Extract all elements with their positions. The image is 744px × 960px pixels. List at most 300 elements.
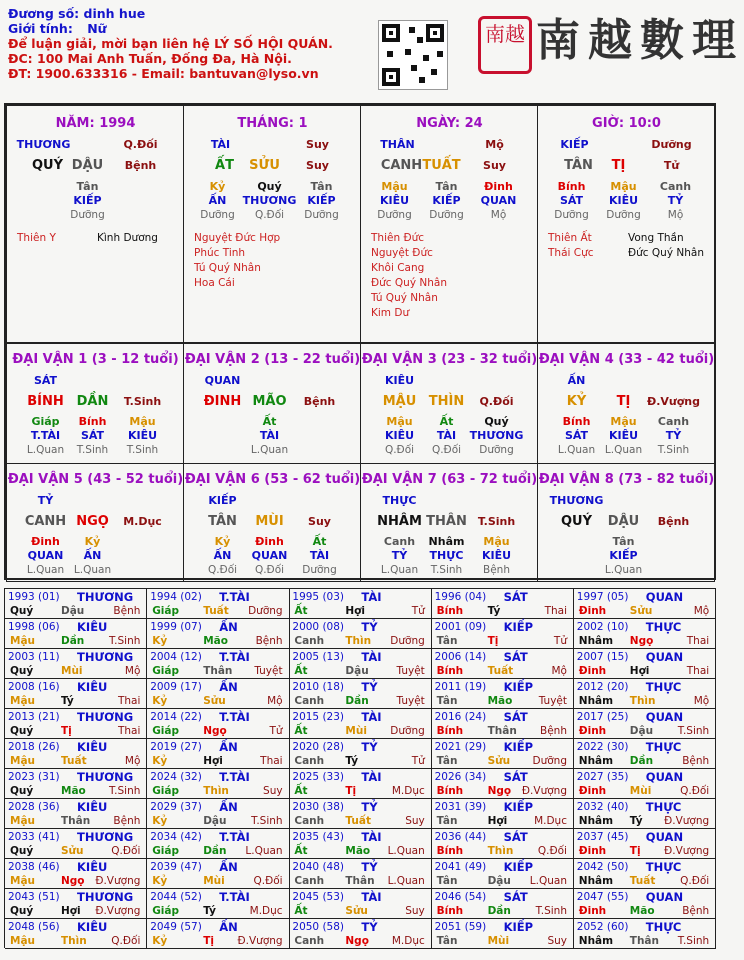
- year-branch: Mùi: [345, 725, 367, 737]
- year-branch: Tuất: [487, 665, 514, 677]
- hidden-stem: Kỷ: [84, 535, 101, 548]
- year-cell: [574, 799, 716, 829]
- hidden-god: ẤN: [83, 549, 102, 562]
- year-branch: Tuất: [203, 605, 229, 617]
- year-god: TÀI: [361, 890, 382, 904]
- year-god: KIÊU: [77, 920, 108, 934]
- hidden-stem: Ất: [439, 415, 454, 428]
- year-branch: Thìn: [61, 935, 87, 947]
- year-cell: [5, 709, 147, 739]
- star-label: Hoa Cái: [194, 277, 235, 289]
- year-god: TÀI: [361, 650, 382, 664]
- year-state: Suy: [263, 785, 283, 797]
- year-stem: Kỷ: [152, 695, 168, 707]
- year-label: 2052 (60): [576, 921, 629, 933]
- year-branch: Thân: [345, 875, 375, 887]
- year-cell: [432, 799, 574, 829]
- hidden-state: L.Quan: [26, 444, 65, 456]
- year-state: Tuyệt: [538, 695, 567, 707]
- year-label: 2044 (52): [150, 891, 202, 903]
- hidden-stem: Tân: [612, 535, 635, 548]
- year-stem: Đinh: [578, 845, 607, 857]
- year-god: SÁT: [503, 890, 528, 904]
- pillar-god: KIẾP: [560, 138, 589, 151]
- year-god: T.TÀI: [219, 650, 250, 664]
- star-label: Kình Dương: [97, 232, 158, 244]
- year-god: THƯƠNG: [77, 710, 134, 724]
- daivan-branch: TỊ: [616, 394, 631, 409]
- year-branch: Hợi: [61, 905, 81, 917]
- daivan-god: THỰC: [382, 494, 417, 507]
- year-stem: Nhâm: [578, 935, 614, 947]
- daivan-title: ĐẠI VẬN 4 (33 - 42 tuổi): [538, 352, 715, 367]
- daivan-stem: KỶ: [566, 394, 587, 409]
- brand-title: 南越數理: [536, 15, 744, 66]
- year-label: 2042 (50): [576, 861, 629, 873]
- year-god: KIÊU: [77, 680, 108, 694]
- year-branch: Dậu: [487, 875, 511, 887]
- year-label: 2011 (19): [434, 681, 487, 693]
- year-branch: Mùi: [61, 665, 83, 677]
- year-branch: Dần: [345, 695, 369, 707]
- star-label: Tú Quý Nhân: [194, 262, 261, 274]
- year-cell: [432, 589, 574, 619]
- year-stem: Bính: [436, 665, 464, 677]
- hidden-god: QUAN: [251, 549, 288, 562]
- year-stem: Nhâm: [578, 755, 614, 767]
- year-state: Dưỡng: [248, 605, 283, 617]
- hidden-state: L.Quan: [380, 564, 419, 576]
- tuvi-grid: [4, 103, 716, 580]
- year-state: Mộ: [693, 695, 710, 707]
- year-label: 2005 (13): [292, 651, 345, 663]
- year-god: KIẾP: [503, 620, 534, 634]
- year-state: L.Quan: [387, 845, 425, 857]
- year-cell: [432, 619, 574, 649]
- hidden-god: ẤN: [213, 549, 232, 562]
- year-cell: [574, 709, 716, 739]
- year-label: 2003 (11): [8, 651, 60, 663]
- year-cell: [5, 769, 147, 799]
- daivan-cell: [537, 463, 715, 582]
- year-state: Q.Đối: [253, 875, 283, 887]
- hidden-god: TỶ: [391, 549, 408, 562]
- year-state: Đ.Vượng: [521, 785, 567, 797]
- daivan-stem: BÍNH: [27, 394, 64, 409]
- year-cell: [147, 619, 289, 649]
- year-stem: Ất: [294, 725, 308, 737]
- hidden-stem: Mậu: [610, 415, 637, 428]
- year-god: KIẾP: [503, 800, 534, 814]
- year-state: Đ.Vượng: [95, 875, 141, 887]
- year-branch: Tý: [61, 695, 74, 707]
- year-god: T.TÀI: [219, 710, 250, 724]
- year-cell: [5, 889, 147, 919]
- year-branch: Tý: [345, 755, 359, 767]
- year-cell: [574, 829, 716, 859]
- star-label: Thiên Ất: [548, 232, 592, 244]
- year-branch: Tuất: [61, 755, 87, 767]
- hidden-stem: Mậu: [483, 535, 510, 548]
- year-cell: [289, 769, 431, 799]
- year-stem: Tân: [436, 695, 458, 707]
- year-label: 2004 (12): [150, 651, 202, 663]
- hidden-state: Dưỡng: [429, 209, 464, 221]
- year-state: Q.Đối: [111, 845, 141, 857]
- year-cell: [5, 739, 147, 769]
- year-god: TÀI: [361, 770, 382, 784]
- pillar-branch: SỬU: [249, 158, 280, 173]
- hidden-stem: Bính: [78, 415, 107, 428]
- year-god: QUAN: [645, 770, 684, 784]
- year-cell: [147, 709, 289, 739]
- year-label: 2010 (18): [292, 681, 345, 693]
- year-cell: [432, 769, 574, 799]
- year-label: 2033 (41): [8, 831, 60, 843]
- year-stem: Ất: [294, 785, 308, 797]
- year-god: TÀI: [361, 710, 382, 724]
- year-branch: Tý: [487, 605, 501, 617]
- hidden-stem: Nhâm: [428, 535, 465, 548]
- year-cell: [147, 799, 289, 829]
- year-stem: Quý: [10, 665, 34, 677]
- year-branch: Dậu: [61, 605, 85, 617]
- year-cell: [5, 919, 147, 949]
- hidden-god: T.TÀI: [30, 429, 61, 442]
- year-label: 2038 (46): [8, 861, 60, 873]
- year-stem: Ất: [294, 665, 308, 677]
- year-god: THƯƠNG: [77, 830, 134, 844]
- year-state: Suy: [547, 935, 567, 947]
- year-label: 2049 (57): [150, 921, 202, 933]
- year-stem: Nhâm: [578, 635, 614, 647]
- year-label: 2048 (56): [8, 921, 60, 933]
- daivan-branch-state: T.Sinh: [123, 395, 162, 408]
- year-state: Mộ: [551, 665, 567, 677]
- hidden-god: THƯƠNG: [469, 429, 524, 442]
- star-label: Nguyệt Đức Hợp: [194, 232, 281, 244]
- year-state: Tuyệt: [396, 665, 425, 677]
- year-cell: [147, 679, 289, 709]
- hidden-stem: Đinh: [255, 535, 284, 548]
- daivan-branch: MÃO: [252, 394, 287, 409]
- pillar-title: GIỜ: 10:0: [592, 116, 661, 131]
- year-branch: Tý: [629, 815, 643, 827]
- year-god: T.TÀI: [219, 770, 250, 784]
- year-branch: Ngọ: [203, 725, 227, 737]
- daivan-title: ĐẠI VẬN 8 (73 - 82 tuổi): [538, 472, 715, 487]
- hidden-god: KIẾP: [307, 194, 336, 207]
- year-state: T.Sinh: [535, 905, 567, 917]
- pillar-branch: TUẤT: [422, 158, 461, 173]
- year-stem: Đinh: [578, 725, 607, 737]
- year-branch: Thân: [61, 815, 91, 827]
- year-branch: Mão: [345, 845, 371, 857]
- year-stem: Giáp: [152, 785, 180, 797]
- year-stem: Giáp: [152, 845, 180, 857]
- daivan-title: ĐẠI VẬN 7 (63 - 72 tuổi): [361, 472, 538, 487]
- hidden-stem: Mậu: [610, 180, 637, 193]
- year-label: 2023 (31): [8, 771, 60, 783]
- year-branch: Sửu: [629, 605, 653, 617]
- daivan-title: ĐẠI VẬN 3 (23 - 32 tuổi): [361, 352, 538, 367]
- year-cell: [147, 889, 289, 919]
- year-label: 1994 (02): [150, 591, 202, 603]
- daivan-branch: MÙI: [255, 514, 284, 529]
- hidden-stem: Mậu: [381, 180, 408, 193]
- pillar-stem: QUÝ: [31, 158, 64, 173]
- year-god: TỶ: [361, 620, 378, 634]
- year-cell: [432, 679, 574, 709]
- year-stem: Quý: [10, 905, 34, 917]
- year-branch: Tị: [203, 935, 214, 947]
- daivan-stem: MẬU: [382, 394, 417, 409]
- hidden-state: T.Sinh: [126, 444, 159, 456]
- hidden-state: Mộ: [667, 209, 684, 221]
- year-branch: Ngọ: [629, 635, 654, 647]
- year-state: Thai: [260, 755, 283, 767]
- year-stem: Nhâm: [578, 875, 614, 887]
- year-cell: [5, 589, 147, 619]
- daivan-cell: [6, 463, 184, 582]
- daivan-cell: [183, 463, 361, 582]
- year-branch: Sửu: [487, 755, 511, 767]
- year-cell: [574, 589, 716, 619]
- star-label: Phúc Tinh: [194, 247, 246, 259]
- year-cell: [574, 769, 716, 799]
- pillar-god: THƯƠNG: [16, 138, 71, 151]
- year-stem: Bính: [436, 605, 464, 617]
- year-label: 2000 (08): [292, 621, 345, 633]
- year-label: 2051 (59): [434, 921, 487, 933]
- hidden-god: KIÊU: [127, 429, 158, 442]
- daivan-stem: ĐINH: [203, 394, 242, 409]
- star-label: Vong Thần: [628, 232, 684, 244]
- year-state: Tuyệt: [254, 665, 283, 677]
- year-god: TỶ: [361, 860, 378, 874]
- year-branch: Dần: [629, 755, 654, 767]
- hidden-god: KIÊU: [384, 429, 415, 442]
- year-god: QUAN: [645, 890, 684, 904]
- hidden-stem: Kỷ: [209, 180, 226, 193]
- year-state: T.Sinh: [677, 725, 710, 737]
- daivan-title: ĐẠI VẬN 6 (53 - 62 tuổi): [184, 472, 361, 487]
- year-god: KIẾP: [503, 860, 534, 874]
- hidden-stem: Quý: [484, 415, 509, 428]
- pillar-stem: ẤT: [215, 158, 234, 173]
- year-god: KIÊU: [77, 620, 108, 634]
- year-god: KIÊU: [77, 740, 108, 754]
- year-label: 2037 (45): [576, 831, 629, 843]
- hidden-state: Q.Đối: [384, 444, 415, 456]
- year-state: Mộ: [124, 755, 141, 767]
- year-label: 1993 (01): [8, 591, 60, 603]
- year-cell: [147, 829, 289, 859]
- year-state: Thai: [544, 605, 567, 617]
- year-state: L.Quan: [529, 875, 567, 887]
- star-label: Thái Cực: [548, 247, 594, 259]
- year-cell: [574, 739, 716, 769]
- year-label: 2015 (23): [292, 711, 345, 723]
- year-state: Q.Đối: [680, 875, 710, 887]
- hidden-state: Dưỡng: [554, 209, 589, 221]
- year-stem: Kỷ: [152, 755, 168, 767]
- year-branch: Dần: [203, 845, 227, 857]
- hidden-stem: Canh: [657, 415, 690, 428]
- hidden-state: Q.Đối: [207, 564, 238, 576]
- year-state: Thai: [686, 665, 710, 677]
- hidden-state: Bệnh: [483, 564, 510, 576]
- pillar-title: THÁNG: 1: [237, 116, 308, 131]
- year-stem: Ất: [294, 605, 308, 617]
- year-branch: Tuất: [629, 875, 656, 887]
- contact-note: Để luận giải, mời bạn liên hệ LÝ SỐ HỘI QUÁN.: [8, 36, 333, 51]
- address: ĐC: 100 Mai Anh Tuấn, Đống Đa, Hà Nội.: [8, 51, 292, 66]
- hidden-stem: Bính: [562, 415, 591, 428]
- year-label: 2006 (14): [434, 651, 487, 663]
- year-state: T.Sinh: [108, 785, 141, 797]
- year-cell: [574, 619, 716, 649]
- year-god: THỰC: [645, 680, 682, 694]
- pillar-god: THÂN: [380, 138, 415, 151]
- year-label: 2028 (36): [8, 801, 60, 813]
- year-stem: Canh: [294, 635, 325, 647]
- year-state: L.Quan: [387, 875, 425, 887]
- year-label: 2016 (24): [434, 711, 487, 723]
- year-label: 2041 (49): [434, 861, 487, 873]
- year-state: Suy: [405, 905, 425, 917]
- year-god: ẤN: [219, 800, 238, 814]
- year-god: THƯƠNG: [77, 590, 134, 604]
- year-branch: Hợi: [345, 605, 365, 617]
- year-god: TÀI: [361, 590, 382, 604]
- year-state: Dưỡng: [390, 635, 425, 647]
- year-label: 2022 (30): [576, 741, 629, 753]
- year-cell: [5, 829, 147, 859]
- hidden-stem: Tân: [435, 180, 458, 193]
- year-god: THỰC: [645, 920, 682, 934]
- year-branch: Tuất: [345, 815, 371, 827]
- year-cell: [432, 919, 574, 949]
- hidden-god: SÁT: [564, 429, 589, 442]
- hidden-state: Dưỡng: [304, 209, 339, 221]
- hidden-god: TỶ: [667, 194, 684, 207]
- year-branch: Mão: [487, 695, 513, 707]
- year-cell: [289, 679, 431, 709]
- star-label: Đức Quý Nhân: [628, 247, 704, 259]
- daivan-branch-state: Suy: [308, 515, 331, 528]
- year-stem: Canh: [294, 755, 325, 767]
- year-label: 2025 (33): [292, 771, 345, 783]
- year-state: Suy: [405, 815, 425, 827]
- hidden-stem: Bính: [557, 180, 586, 193]
- year-state: T.Sinh: [677, 935, 710, 947]
- hidden-state: L.Quan: [26, 564, 65, 576]
- year-stem: Quý: [10, 785, 34, 797]
- hidden-god: QUAN: [27, 549, 64, 562]
- daivan-stem: CANH: [24, 514, 67, 529]
- year-stem: Tân: [436, 935, 458, 947]
- year-label: 2002 (10): [576, 621, 629, 633]
- year-branch: Thìn: [203, 785, 229, 797]
- year-god: T.TÀI: [219, 830, 250, 844]
- year-state: T.Sinh: [251, 815, 283, 827]
- year-stem: Kỷ: [152, 635, 168, 647]
- year-stem: Mậu: [10, 935, 36, 947]
- year-cell: [432, 829, 574, 859]
- hidden-god: KIÊU: [608, 194, 639, 207]
- year-god: ẤN: [219, 860, 238, 874]
- hidden-stem: Quý: [257, 180, 282, 193]
- year-cell: [432, 649, 574, 679]
- year-branch: Ngọ: [61, 875, 85, 887]
- hidden-stem: Tân: [76, 180, 99, 193]
- daivan-stem: NHÂM: [377, 514, 422, 529]
- year-branch: Hợi: [203, 755, 223, 767]
- pillar-stem: CANH: [380, 158, 423, 173]
- year-branch: Thân: [629, 935, 659, 947]
- year-state: Bệnh: [113, 815, 141, 827]
- daivan-god: KIẾP: [208, 494, 237, 507]
- year-god: TỶ: [361, 800, 378, 814]
- year-state: Đ.Vượng: [237, 935, 283, 947]
- year-stem: Đinh: [578, 605, 607, 617]
- daivan-title: ĐẠI VẬN 5 (43 - 52 tuổi): [7, 472, 184, 487]
- daivan-branch-state: Q.Đối: [479, 395, 514, 408]
- red-seal-logo: 南越: [478, 16, 532, 74]
- daivan-branch-state: Bệnh: [303, 395, 336, 408]
- year-cell: [289, 919, 431, 949]
- year-label: 2034 (42): [150, 831, 202, 843]
- year-god: KIẾP: [503, 740, 534, 754]
- year-label: 1999 (07): [150, 621, 202, 633]
- year-cell: [289, 889, 431, 919]
- year-god: T.TÀI: [219, 890, 250, 904]
- year-label: 2008 (16): [8, 681, 60, 693]
- year-label: 1995 (03): [292, 591, 345, 603]
- year-god: ẤN: [219, 920, 238, 934]
- year-label: 2020 (28): [292, 741, 345, 753]
- hidden-god: KIÊU: [481, 549, 512, 562]
- hidden-state: T.Sinh: [657, 444, 690, 456]
- year-god: KIẾP: [503, 680, 534, 694]
- annual-table: [4, 588, 716, 948]
- year-god: ẤN: [219, 620, 238, 634]
- year-stem: Quý: [10, 605, 34, 617]
- year-label: 2009 (17): [150, 681, 202, 693]
- year-label: 2026 (34): [434, 771, 487, 783]
- gender-row: Giới tính: Nữ: [8, 21, 107, 36]
- year-stem: Giáp: [152, 905, 180, 917]
- year-label: 2036 (44): [434, 831, 487, 843]
- hidden-stem: Giáp: [31, 415, 60, 428]
- year-label: 2001 (09): [434, 621, 487, 633]
- year-god: SÁT: [503, 710, 528, 724]
- year-stem: Canh: [294, 695, 325, 707]
- daivan-branch: DẦN: [76, 394, 109, 409]
- daivan-god: THƯƠNG: [549, 494, 604, 507]
- pillar-cell: [6, 105, 184, 343]
- daivan-title: ĐẠI VẬN 2 (13 - 22 tuổi): [184, 352, 361, 367]
- hidden-stem: Đinh: [31, 535, 60, 548]
- pillar-branch-state: Suy: [306, 159, 329, 172]
- hidden-god: QUAN: [480, 194, 517, 207]
- year-branch: Ngọ: [345, 935, 369, 947]
- daivan-branch: NGỌ: [76, 514, 109, 529]
- year-state: Đ.Vượng: [95, 905, 141, 917]
- year-label: 2007 (15): [576, 651, 629, 663]
- hidden-stem: Mậu: [129, 415, 156, 428]
